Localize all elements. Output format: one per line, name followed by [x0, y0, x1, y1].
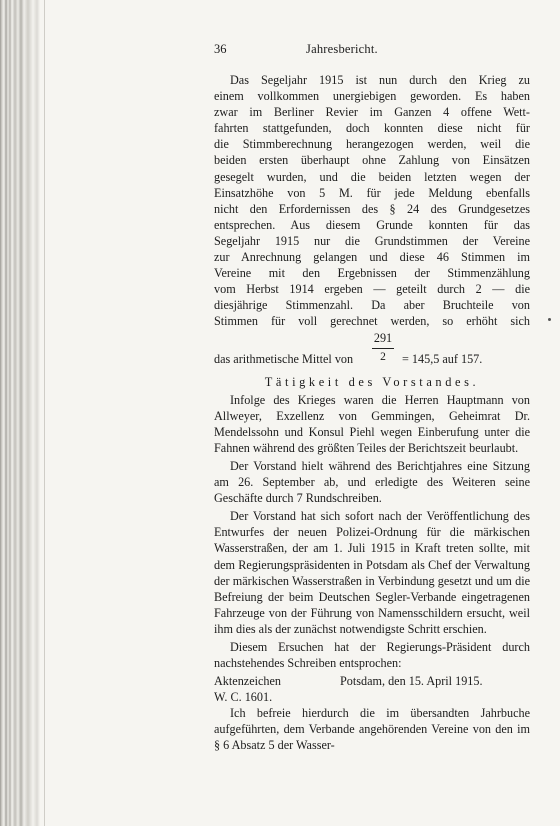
paragraph-line: fahrten stattgefunden, doch konnten diese nicht für — [214, 121, 530, 136]
fraction-bar — [372, 348, 394, 349]
binding-edge — [0, 0, 40, 826]
gutter-line — [44, 0, 45, 826]
formula-lead: das arithmetische Mittel von — [214, 351, 354, 366]
paragraph-infolge: Infolge des Krieges waren die Herren Hauptmann von Allweyer, Exzellenz von Gemmingen, Geheimrat Dr. Mendelssohn und Konsul Piehl wegen Einberufung unter die Fahnen während des größten Teiles der Berichtszeit beurlaubt. — [214, 392, 530, 455]
paragraph-line: entsprechen. Aus diesem Grunde konnten für das — [214, 217, 530, 232]
paragraph-line: Segeljahr 1915 nur die Grundstimmen der Vereine — [214, 233, 530, 248]
paragraph-ersuchen: Diesem Ersuchen hat der Regierungs-Präsident durch nachstehendes Schreiben entsprochen: — [214, 640, 530, 671]
page-number: 36 — [214, 42, 227, 56]
formula-result: = 145,5 auf 157. — [402, 351, 483, 366]
paragraph-line: beiden ersten überhaupt ohne Zahlung von Einsätzen — [214, 153, 530, 168]
fraction-denominator: 2 — [380, 350, 386, 363]
paragraph-line: vom Herbst 1914 ergeben — geteilt durch 2 — die — [214, 282, 530, 297]
fraction-numerator: 291 — [373, 330, 393, 345]
paragraph-segeljahr — [214, 72, 530, 330]
section-title: Tätigkeit des Vorstandes. — [264, 374, 480, 389]
page-speck — [548, 318, 551, 321]
fraction — [370, 330, 396, 364]
letter-place-date: Potsdam, den 15. April 1915. — [340, 674, 483, 689]
paragraph-line: Vereine mit den Ergebnissen der Stimmenzählung — [214, 266, 530, 281]
paragraph-befreiung: Ich befreie hierdurch die im übersandten Jahrbuche aufgeführten, dem Verbande angehörenden Vereine von den im § 6 Absatz 5 der Wasser- — [214, 706, 530, 753]
paragraph-line: nicht den Erfordernissen des § 24 des Grundgesetzes — [214, 201, 530, 216]
letter-reference-number: W. C. 1601. — [214, 690, 273, 705]
paragraph-sitzung: Der Vorstand hielt während des Berichtjahres eine Sitzung am 26. September ab, und erledigte des Weiteren seine Geschäfte durch 7 Rundschreiben. — [214, 458, 530, 506]
paragraph-line: einem vollkommen unergiebigen geworden. Es haben — [214, 89, 530, 104]
paragraph-line: zur Anrechnung gelangen und diese 46 Stimmen im — [214, 250, 530, 265]
paragraph-line: diesjährige Stimmenzahl. Da aber Bruchteile von — [214, 298, 530, 313]
paragraph-polizei-ordnung: Der Vorstand hat sich sofort nach der Veröffentlichung des Entwurfes der neuen Polizei-Ordnung für die märkischen Wasserstraßen, der am 1. Juli 1915 in Kraft treten sollte, mit dem Regierungspräsidenten in Potsdam als Chef der Verwaltung der märkischen Wasserstraßen in Verbindung gesetzt und um die Befreiung der beim Deutschen Segler-Verbande eingetragenen Fahrzeuge von der Führung von Namensschildern ersucht, weil ihm dies als der zunächst notwendigste Schritt erschien. — [214, 509, 530, 636]
formula-line — [214, 330, 530, 372]
letter-reference-label: Aktenzeichen — [214, 674, 281, 689]
page-header — [214, 42, 530, 58]
paragraph-line: Einsatzhöhe von 5 M. für jede Meldung ebenfalls — [214, 185, 530, 200]
paragraph-line: gesegelt wurden, und die beiden letzten wegen der — [214, 169, 530, 184]
running-title: Jahresbericht. — [306, 42, 378, 56]
paragraph-line: die Stimmberechnung herangezogen werden, weil die — [214, 137, 530, 152]
paragraph-line: Stimmen für voll gerechnet werden, so erhöht sich — [214, 314, 530, 329]
page-body — [214, 72, 530, 753]
paragraph-line: Das Segeljahr 1915 ist nun durch den Krieg zu — [230, 73, 530, 87]
letter-heading — [214, 673, 530, 705]
paragraph-line: zwar im Berliner Revier im Ganzen 4 offene Wett- — [214, 105, 530, 120]
